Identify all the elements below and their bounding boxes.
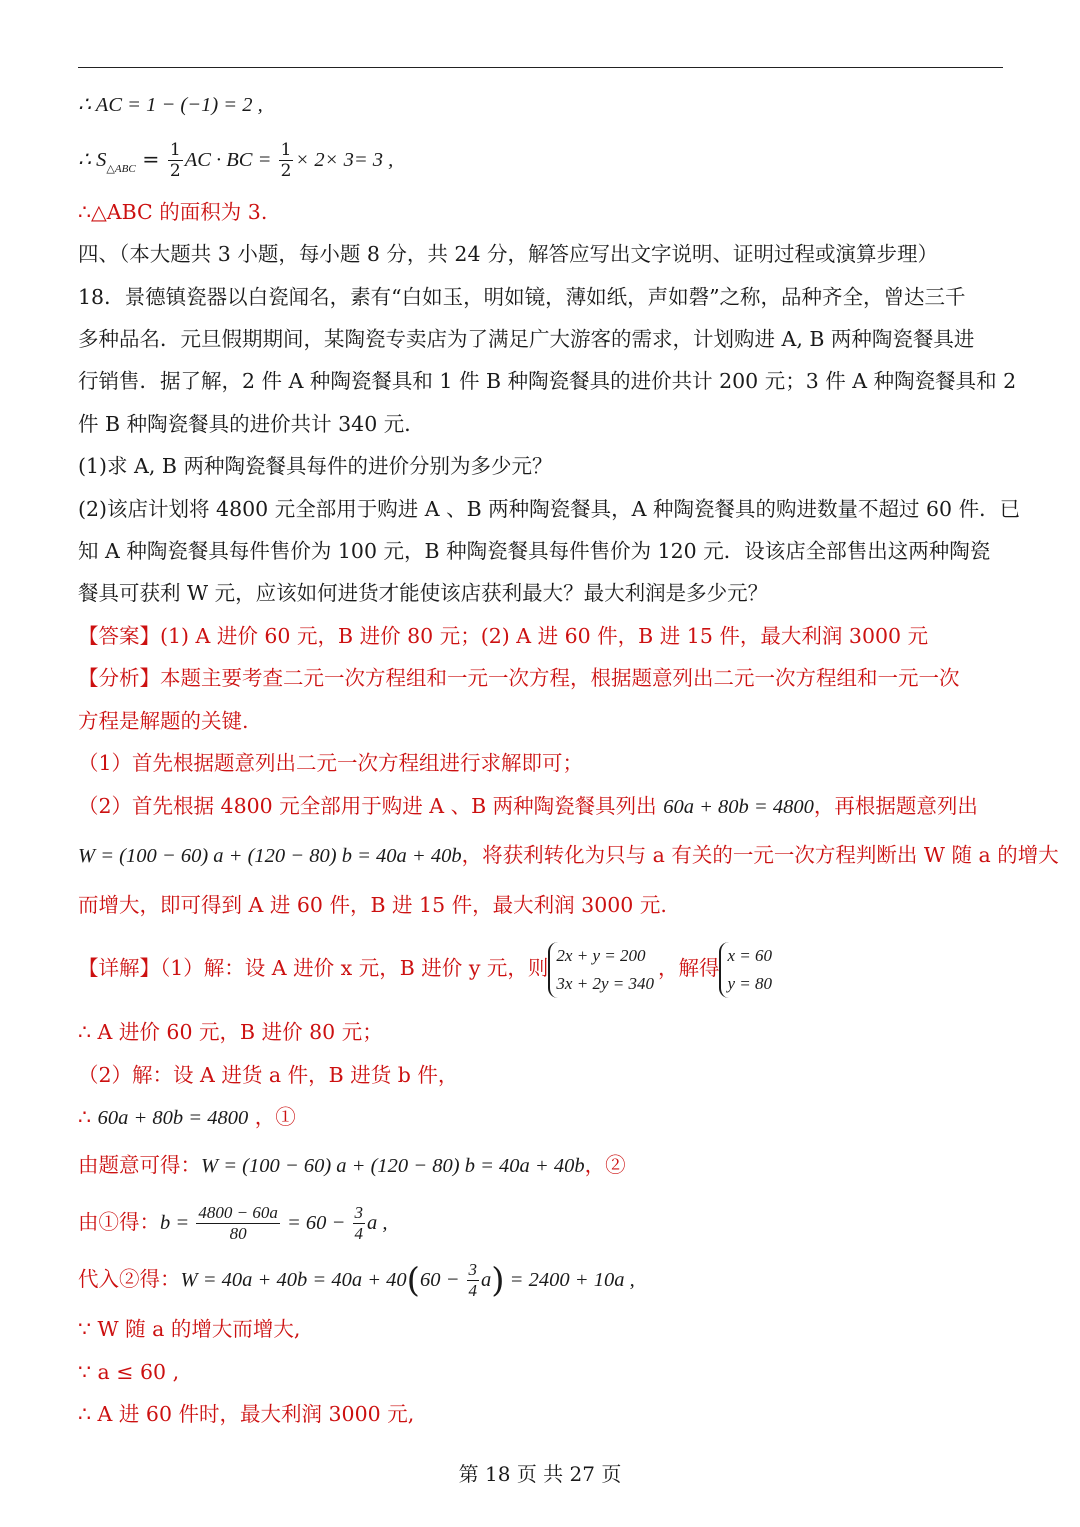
fraction-b: $\frac{4800 - 60a}{80}$: [198, 1203, 278, 1243]
question-18-line1: 18．景德镇瓷器以白瓷闻名，素有“白如玉，明如镜，薄如纸，声如磬”之称，品种齐全，曾达三千: [78, 285, 966, 309]
analysis-line5: W = (100 − 60) a + (120 − 80) b = 40a + 40b，将获利转化为只与 a 有关的一元一次方程判断出 W 随 a 的增大: [78, 843, 1059, 867]
analysis-line3: （1）首先根据题意列出二元一次方程组进行求解即可；: [78, 751, 584, 775]
answer-line: 【答案】(1) A 进价 60 元，B 进价 80 元；(2) A 进 60 件，B 进 15 件，最大利润 3000 元: [78, 624, 929, 648]
equation-system-2: x = 60 y = 80: [719, 942, 772, 998]
question-18-line2: 多种品名．元旦假期期间，某陶瓷专卖店为了满足广大游客的需求，计划购进 A, B 两种陶瓷餐具进: [78, 327, 975, 351]
analysis-line2: 方程是解题的关键.: [78, 709, 249, 733]
fraction-half: $\frac{1}{2}$: [169, 140, 181, 181]
sub-question-2-line3: 餐具可获利 W 元，应该如何进货才能使该店获利最大？最大利润是多少元？: [78, 581, 769, 605]
sub-question-1: (1)求 A, B 两种陶瓷餐具每件的进价分别为多少元？: [78, 454, 553, 478]
fraction-half-2: $\frac{1}{2}$: [280, 140, 292, 181]
line-ac: ∴ AC = 1 − (−1) = 2 ,: [78, 94, 263, 116]
detail-line1: 【详解】（1）解：设 A 进价 x 元，B 进价 y 元，则 2x + y = 200 3x + 2y = 340 ，解得 x = 60 y = 80: [78, 938, 776, 998]
step-3: ∴ 60a + 80b = 4800 ，①: [78, 1105, 296, 1129]
step-9: ∴ A 进 60 件时，最大利润 3000 元,: [78, 1402, 415, 1426]
page-number: 第 18 页 共 27 页: [458, 1462, 622, 1486]
equation-system-1: 2x + y = 200 3x + 2y = 340: [548, 942, 654, 998]
analysis-line1: 【分析】本题主要考查二元一次方程组和一元一次方程，根据题意列出二元一次方程组和一元一次: [78, 666, 960, 690]
fraction-three-quarters: $\frac{3}{4}$: [354, 1203, 363, 1243]
section-heading: 四、（本大题共 3 小题，每小题 8 分，共 24 分，解答应写出文字说明、证明过程或演算步理）: [78, 242, 939, 266]
header-rule: [78, 67, 1003, 68]
step-2: （2）解：设 A 进货 a 件，B 进货 b 件，: [78, 1063, 459, 1087]
sub-question-2-line1: (2)该店计划将 4800 元全部用于购进 A 、B 两种陶瓷餐具，A 种陶瓷餐具的购进数量不超过 60 件．已: [78, 497, 1021, 521]
step-6: 代入②得：W = 40a + 40b = 40a + 40(60 − $\frac{3}{4}$ a) = 2400 + 10a ,: [78, 1260, 635, 1301]
line-area-formula: ∴ $S_{\triangle ABC}$ = $\frac{1}{2}$ AC · BC = $\frac{1}{2}$ × 2× 3= 3 ,: [78, 140, 394, 181]
question-18-line4: 件 B 种陶瓷餐具的进价共计 340 元．: [78, 412, 425, 436]
fraction-three-quarters-2: $\frac{3}{4}$: [468, 1260, 478, 1300]
step-5: 由①得：b = $\frac{4800 - 60a}{80}$ = 60 − $\frac{3}{4}$ a ,: [78, 1203, 388, 1243]
step-7: ∵ W 随 a 的增大而增大,: [78, 1317, 301, 1341]
analysis-line6: 而增大，即可得到 A 进 60 件，B 进 15 件，最大利润 3000 元.: [78, 893, 667, 917]
line-area-result: ∴△ABC 的面积为 3.: [78, 200, 268, 224]
step-4: 由题意可得：W = (100 − 60) a + (120 − 80) b = 40a + 40b，②: [78, 1153, 626, 1177]
step-1: ∴ A 进价 60 元，B 进价 80 元；: [78, 1020, 383, 1044]
sub-question-2-line2: 知 A 种陶瓷餐具每件售价为 100 元，B 种陶瓷餐具每件售价为 120 元．设该店全部售出这两种陶瓷: [78, 539, 991, 563]
question-18-line3: 行销售．据了解，2 件 A 种陶瓷餐具和 1 件 B 种陶瓷餐具的进价共计 200 元；3 件 A 种陶瓷餐具和 2: [78, 369, 1017, 393]
analysis-line4: （2）首先根据 4800 元全部用于购进 A 、B 两种陶瓷餐具列出 60a + 80b = 4800，再根据题意列出: [78, 794, 978, 818]
step-8: ∵ a ≤ 60 ,: [78, 1360, 180, 1384]
